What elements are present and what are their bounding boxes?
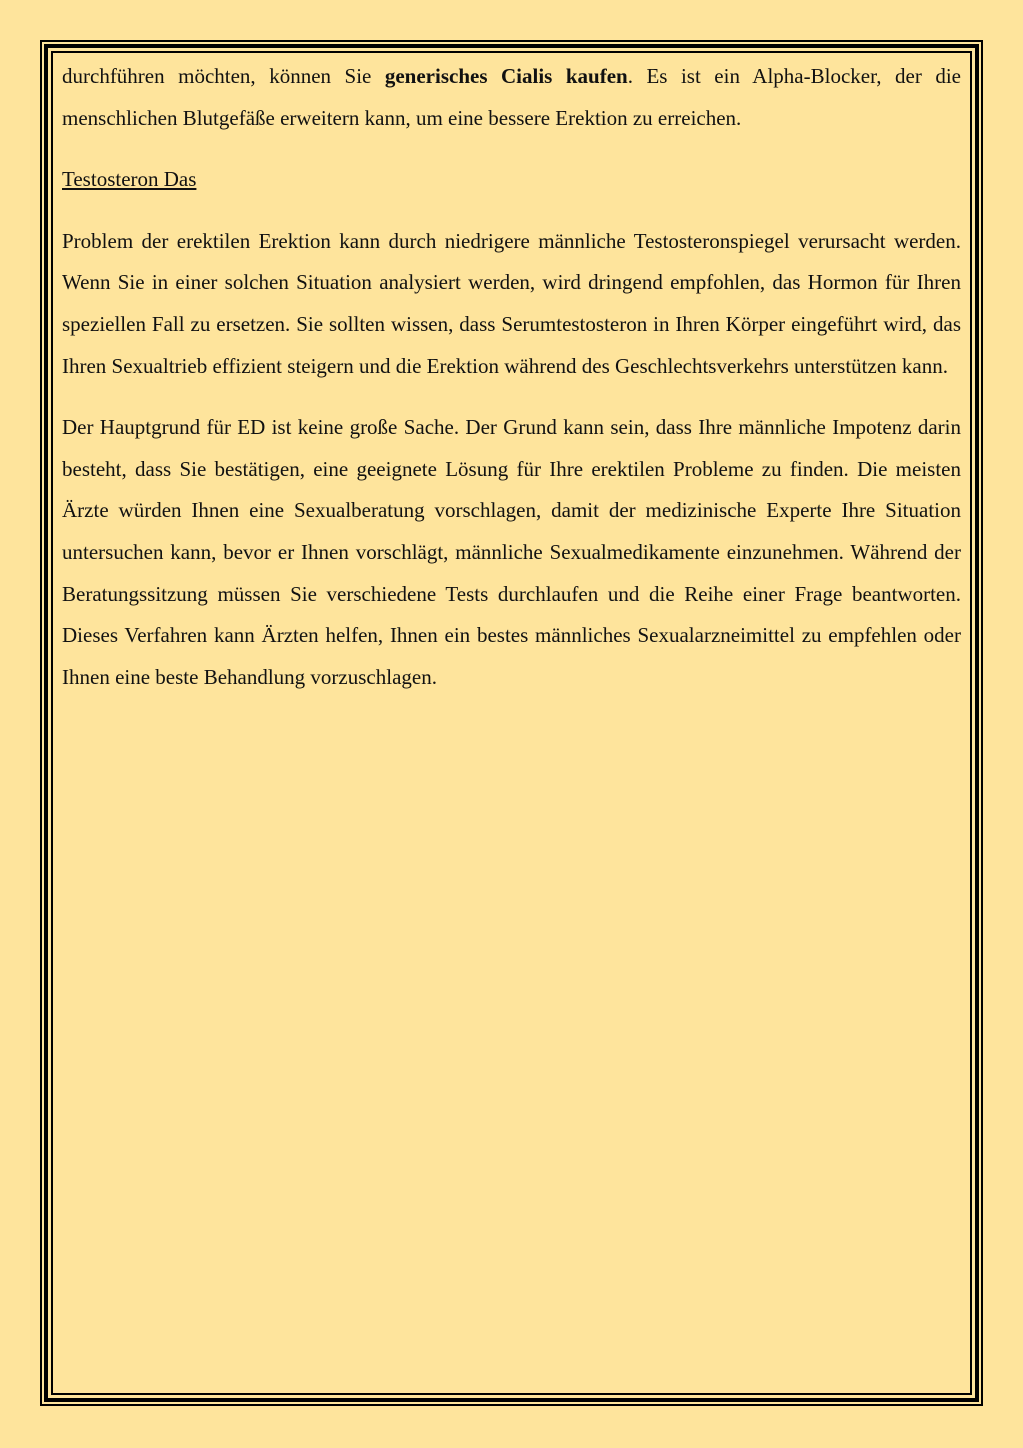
intro-text-end: . Es ist ein Alpha-Blocker, der die menschlichen Blutgefäße erweitern kann, um eine bessere Erektion zu erreichen. bbox=[62, 64, 961, 130]
intro-text-start: durchführen möchten, können Sie bbox=[62, 64, 385, 88]
section-heading-testosterone: Testosteron Das bbox=[62, 167, 197, 192]
main-reason-paragraph: Der Hauptgrund für ED ist keine große Sache. Der Grund kann sein, dass Ihre männliche Impotenz darin besteht, dass Sie bestätigen, eine geeignete Lösung für Ihre erektilen Probleme zu finden. Die meisten Ärzte würden Ihnen eine Sexualberatung vorschlagen, damit der medizinische Experte Ihre Situation untersuchen kann, bevor er Ihnen vorschlägt, männliche Sexualmedikamente einzunehmen. Während der Beratungssitzung müssen Sie verschiedene Tests durchlaufen und die Reihe einer Frage beantworten. Dieses Verfahren kann Ärzten helfen, Ihnen ein bestes männliches Sexualarzneimittel zu empfehlen oder Ihnen eine beste Behandlung vorzuschlagen. bbox=[62, 415, 961, 689]
cialis-link-text: generisches Cialis kaufen bbox=[384, 64, 628, 88]
document-body bbox=[62, 56, 961, 718]
testosterone-paragraph: Problem der erektilen Erektion kann durch niedrigere männliche Testosteronspiegel verursacht werden. Wenn Sie in einer solchen Situation analysiert werden, wird dringend empfohlen, das Hormon für Ihren speziellen Fall zu ersetzen. Sie sollten wissen, dass Serumtestosteron in Ihren Körper eingeführt wird, das Ihren Sexualtrieb effizient steigern und die Erektion während des Geschlechtsverkehrs unterstützen kann. bbox=[62, 228, 961, 378]
intro-paragraph bbox=[62, 56, 961, 139]
